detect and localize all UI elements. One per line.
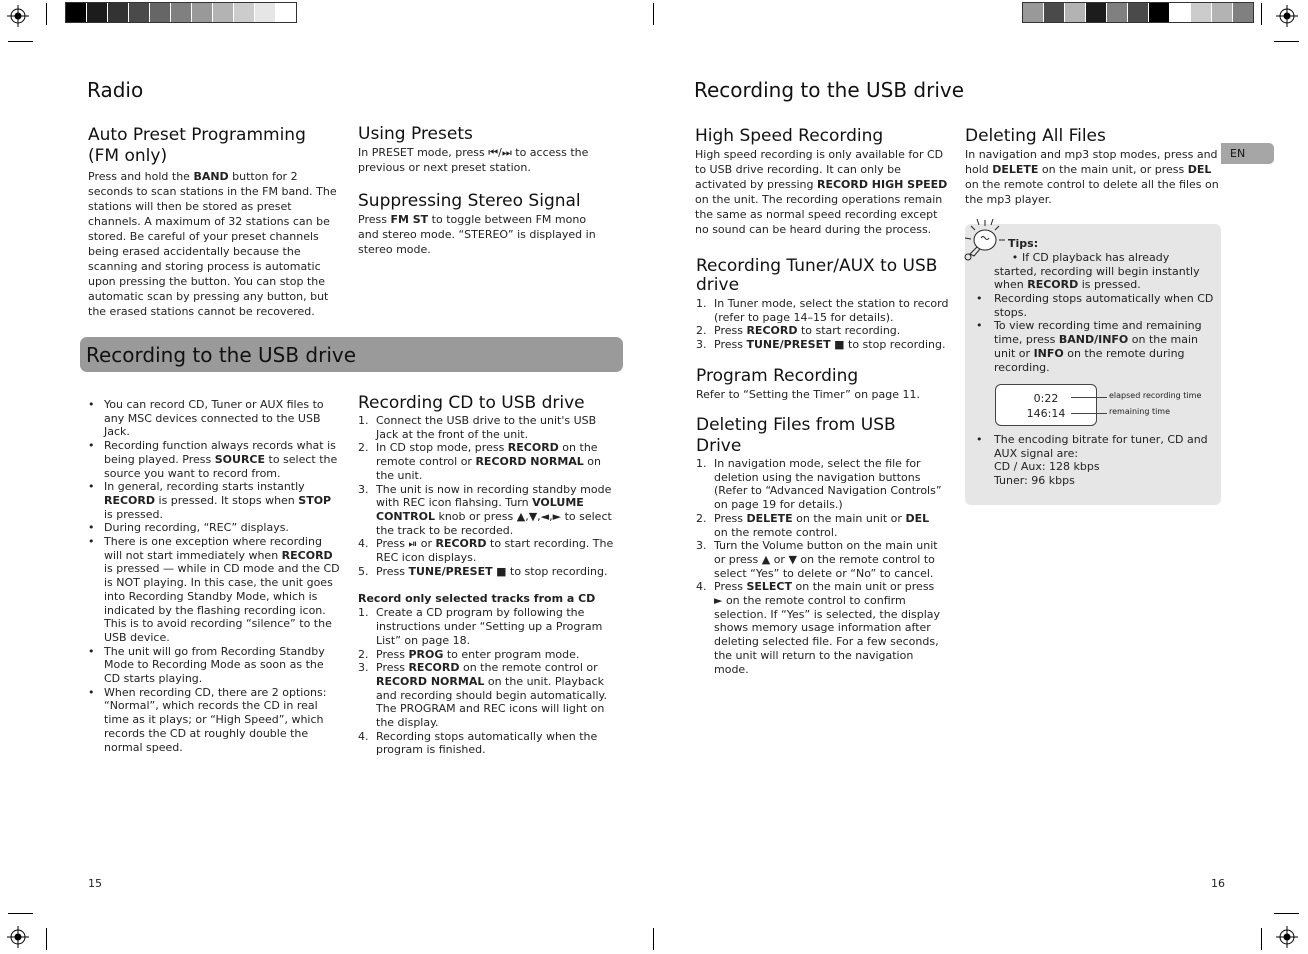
remaining-line xyxy=(1071,413,1107,414)
page-number-left: 15 xyxy=(88,877,102,890)
crop-mark xyxy=(46,928,47,950)
recording-banner-title: Recording to the USB drive xyxy=(86,343,357,367)
tips-box xyxy=(965,224,1221,505)
delete-step-3: 3. Turn the Volume button on the main unit or press ▲ or ▼ on the remote control to select “Yes” to delete or “No” to cancel. xyxy=(696,539,938,580)
suppressing-body: Press FM ST to toggle between FM mono and stereo mode. “STEREO” is displayed in stereo mode. xyxy=(358,213,596,256)
deleting-all-section xyxy=(965,126,1221,207)
crop-mark xyxy=(1274,41,1299,42)
cd-step-1: 1. Connect the USB drive to the unit's USB Jack at the front of the unit. xyxy=(358,414,597,441)
recording-bullet-6: • The unit will go from Recording Standby Mode to Recording Mode as soon as the CD starts playing. xyxy=(86,645,341,686)
registration-mark-icon xyxy=(1276,5,1298,27)
registration-mark-icon xyxy=(1276,926,1298,948)
display-elapsed-time: 0:22 xyxy=(1033,392,1059,405)
cd-step-2: 2. In CD stop mode, press RECORD on the remote control or RECORD NORMAL on the unit. xyxy=(358,441,601,482)
color-bar-right xyxy=(1022,2,1254,23)
tuner-step-3: 3. Press TUNE/PRESET ■ to stop recording. xyxy=(696,338,946,352)
crop-mark xyxy=(46,3,47,25)
deleting-all-body: In navigation and mp3 stop modes, press and hold DELETE on the main unit, or press DEL on the remote control to delete all the files on the mp3 player. xyxy=(965,148,1219,206)
remaining-label: remaining time xyxy=(1109,407,1171,416)
auto-preset-body: Press and hold the BAND button for 2 seconds to scan stations in the FM band. The stations will then be stored as preset channels. A maximum of 32 stations can be stored. Be careful of your preset channels being erased accidentally because the scanning and storing process is automatic upon pressing the button. You can stop the automatic scan by pressing any button, but the erased stations cannot be recovered. xyxy=(88,170,337,318)
tip-item-3: • To view recording time and remaining time, press BAND/INFO on the main unit or INFO on the remote during recording. xyxy=(974,319,1214,374)
tuner-step-1: 1. In Tuner mode, select the station to record (refer to page 14–15 for details). xyxy=(696,297,949,324)
recording-cd-title: Recording CD to USB drive xyxy=(358,393,585,413)
recording-bullet-3: • In general, recording starts instantly RECORD is pressed. It stops when STOP is pressed. xyxy=(86,480,341,521)
display-illustration xyxy=(995,384,1097,426)
using-presets-title: Using Presets xyxy=(358,124,473,144)
program-recording-title: Program Recording xyxy=(696,366,859,386)
registration-mark-icon xyxy=(7,5,29,27)
delete-step-2: 2. Press DELETE on the main unit or DEL on the remote control. xyxy=(696,511,930,539)
suppressing-title: Suppressing Stereo Signal xyxy=(358,191,581,211)
recording-banner xyxy=(80,337,623,372)
program-recording-body: Refer to “Setting the Timer” on page 11. xyxy=(696,388,921,401)
recording-bullet-2: • Recording function always records what is being played. Press SOURCE to select the source you want to record from. xyxy=(86,439,341,480)
high-speed-body: High speed recording is only available for CD to USB drive recording. It can only be activated by pressing RECORD HIGH SPEED on the unit. The recording operations remain the same as normal speed recording except no sound can be heard during the process. xyxy=(695,148,948,236)
cd-step-4: 4. Press ⏯ or RECORD to start recording. The REC icon displays. xyxy=(358,537,614,565)
recording-cd-section xyxy=(358,393,614,757)
crop-mark xyxy=(1261,3,1262,25)
section-heading-radio: Radio xyxy=(87,78,144,102)
crop-mark xyxy=(8,41,33,42)
crop-mark xyxy=(653,3,654,25)
using-presets-section xyxy=(358,124,608,175)
tuner-step-2: 2. Press RECORD to start recording. xyxy=(696,324,901,338)
selected-step-1: 1. Create a CD program by following the instructions under “Setting up a Program List” on page 18. xyxy=(358,606,603,647)
delete-step-1: 1. In navigation mode, select the file for deletion using the navigation buttons (Refer to “Advanced Navigation Controls” on page 19 for details.) xyxy=(696,457,942,512)
tuner-aux-section xyxy=(696,257,952,352)
tip-encoding: • The encoding bitrate for tuner, CD and AUX signal are: CD / Aux: 128 kbps Tuner: 96 kbps xyxy=(974,433,1214,488)
language-tab-label: EN xyxy=(1230,147,1246,160)
page-number-right: 16 xyxy=(1211,877,1225,890)
auto-preset-title: Auto Preset Programming (FM only) xyxy=(88,125,306,166)
tips-label: Tips: xyxy=(1008,237,1039,250)
selected-step-4: 4. Recording stops automatically when the program is finished. xyxy=(358,729,598,757)
language-tab xyxy=(1221,143,1274,164)
recording-bullets xyxy=(86,398,341,754)
section-heading-recording: Recording to the USB drive xyxy=(694,78,965,102)
elapsed-line xyxy=(1071,397,1107,398)
suppressing-section xyxy=(358,191,608,257)
program-recording-section xyxy=(696,366,952,402)
tip-item-2: • Recording stops automatically when CD stops. xyxy=(974,292,1214,319)
crop-mark xyxy=(8,913,33,914)
deleting-all-title: Deleting All Files xyxy=(965,126,1106,146)
selected-tracks-title: Record only selected tracks from a CD xyxy=(358,592,596,606)
recording-bullet-5: • There is one exception where recording will not start immediately when RECORD is pressed — while in CD mode and the CD is NOT playing. In this case, the unit goes into Recording Standby Mode, which is indicated by the flashing recording icon. This is to avoid recording “silence” to the USB device. xyxy=(86,535,341,645)
using-presets-body: In PRESET mode, press ⏮/⏭ to access the previous or next preset station. xyxy=(358,146,589,174)
registration-mark-icon xyxy=(7,926,29,948)
high-speed-section xyxy=(695,126,951,237)
delete-step-4: 4. Press SELECT on the main unit or press ► on the remote control to confirm selection. If “Yes” is selected, the display shows memory usage information after deleting selected file. For a few seconds, the unit will return to the navigation mode. xyxy=(696,580,941,676)
color-bar-left xyxy=(65,2,297,23)
selected-step-2: 2. Press PROG to enter program mode. xyxy=(358,647,580,661)
recording-bullet-1: • You can record CD, Tuner or AUX files to any MSC devices connected to the USB Jack. xyxy=(86,398,341,439)
tip-item-1: • If CD playback has already started, recording will begin instantly when RECORD is pressed. xyxy=(994,251,1200,291)
high-speed-title: High Speed Recording xyxy=(695,126,884,146)
cd-step-3: 3. The unit is now in recording standby mode with REC icon flahsing. Turn VOLUME CONTROL knob or press ▲,▼,◄,► to select the track to be recorded. xyxy=(358,482,612,537)
crop-mark xyxy=(1274,913,1299,914)
selected-step-3: 3. Press RECORD on the remote control or RECORD NORMAL on the unit. Playback and recording should begin automatically. The PROGRAM and REC icons will light on the display. xyxy=(358,661,607,730)
auto-preset-section xyxy=(88,125,340,319)
deleting-files-section xyxy=(696,415,946,676)
tip-item-1-text: If CD playback has already started, recording will begin instantly when RECORD is pressed. xyxy=(994,251,1200,291)
cd-step-5: 5. Press TUNE/PRESET ■ to stop recording. xyxy=(358,564,608,578)
recording-bullet-4: • During recording, “REC” displays. xyxy=(86,521,341,535)
recording-bullet-7: • When recording CD, there are 2 options: “Normal”, which records the CD in real time as it plays; or “High Speed”, which records the CD at roughly double the normal speed. xyxy=(86,686,341,755)
crop-mark xyxy=(1261,928,1262,950)
tuner-aux-title: Recording Tuner/AUX to USB drive xyxy=(696,256,938,295)
crop-mark xyxy=(653,928,654,950)
display-remaining-time: 146:14 xyxy=(1026,407,1066,420)
elapsed-label: elapsed recording time xyxy=(1109,391,1202,400)
deleting-files-title: Deleting Files from USB Drive xyxy=(696,415,896,456)
